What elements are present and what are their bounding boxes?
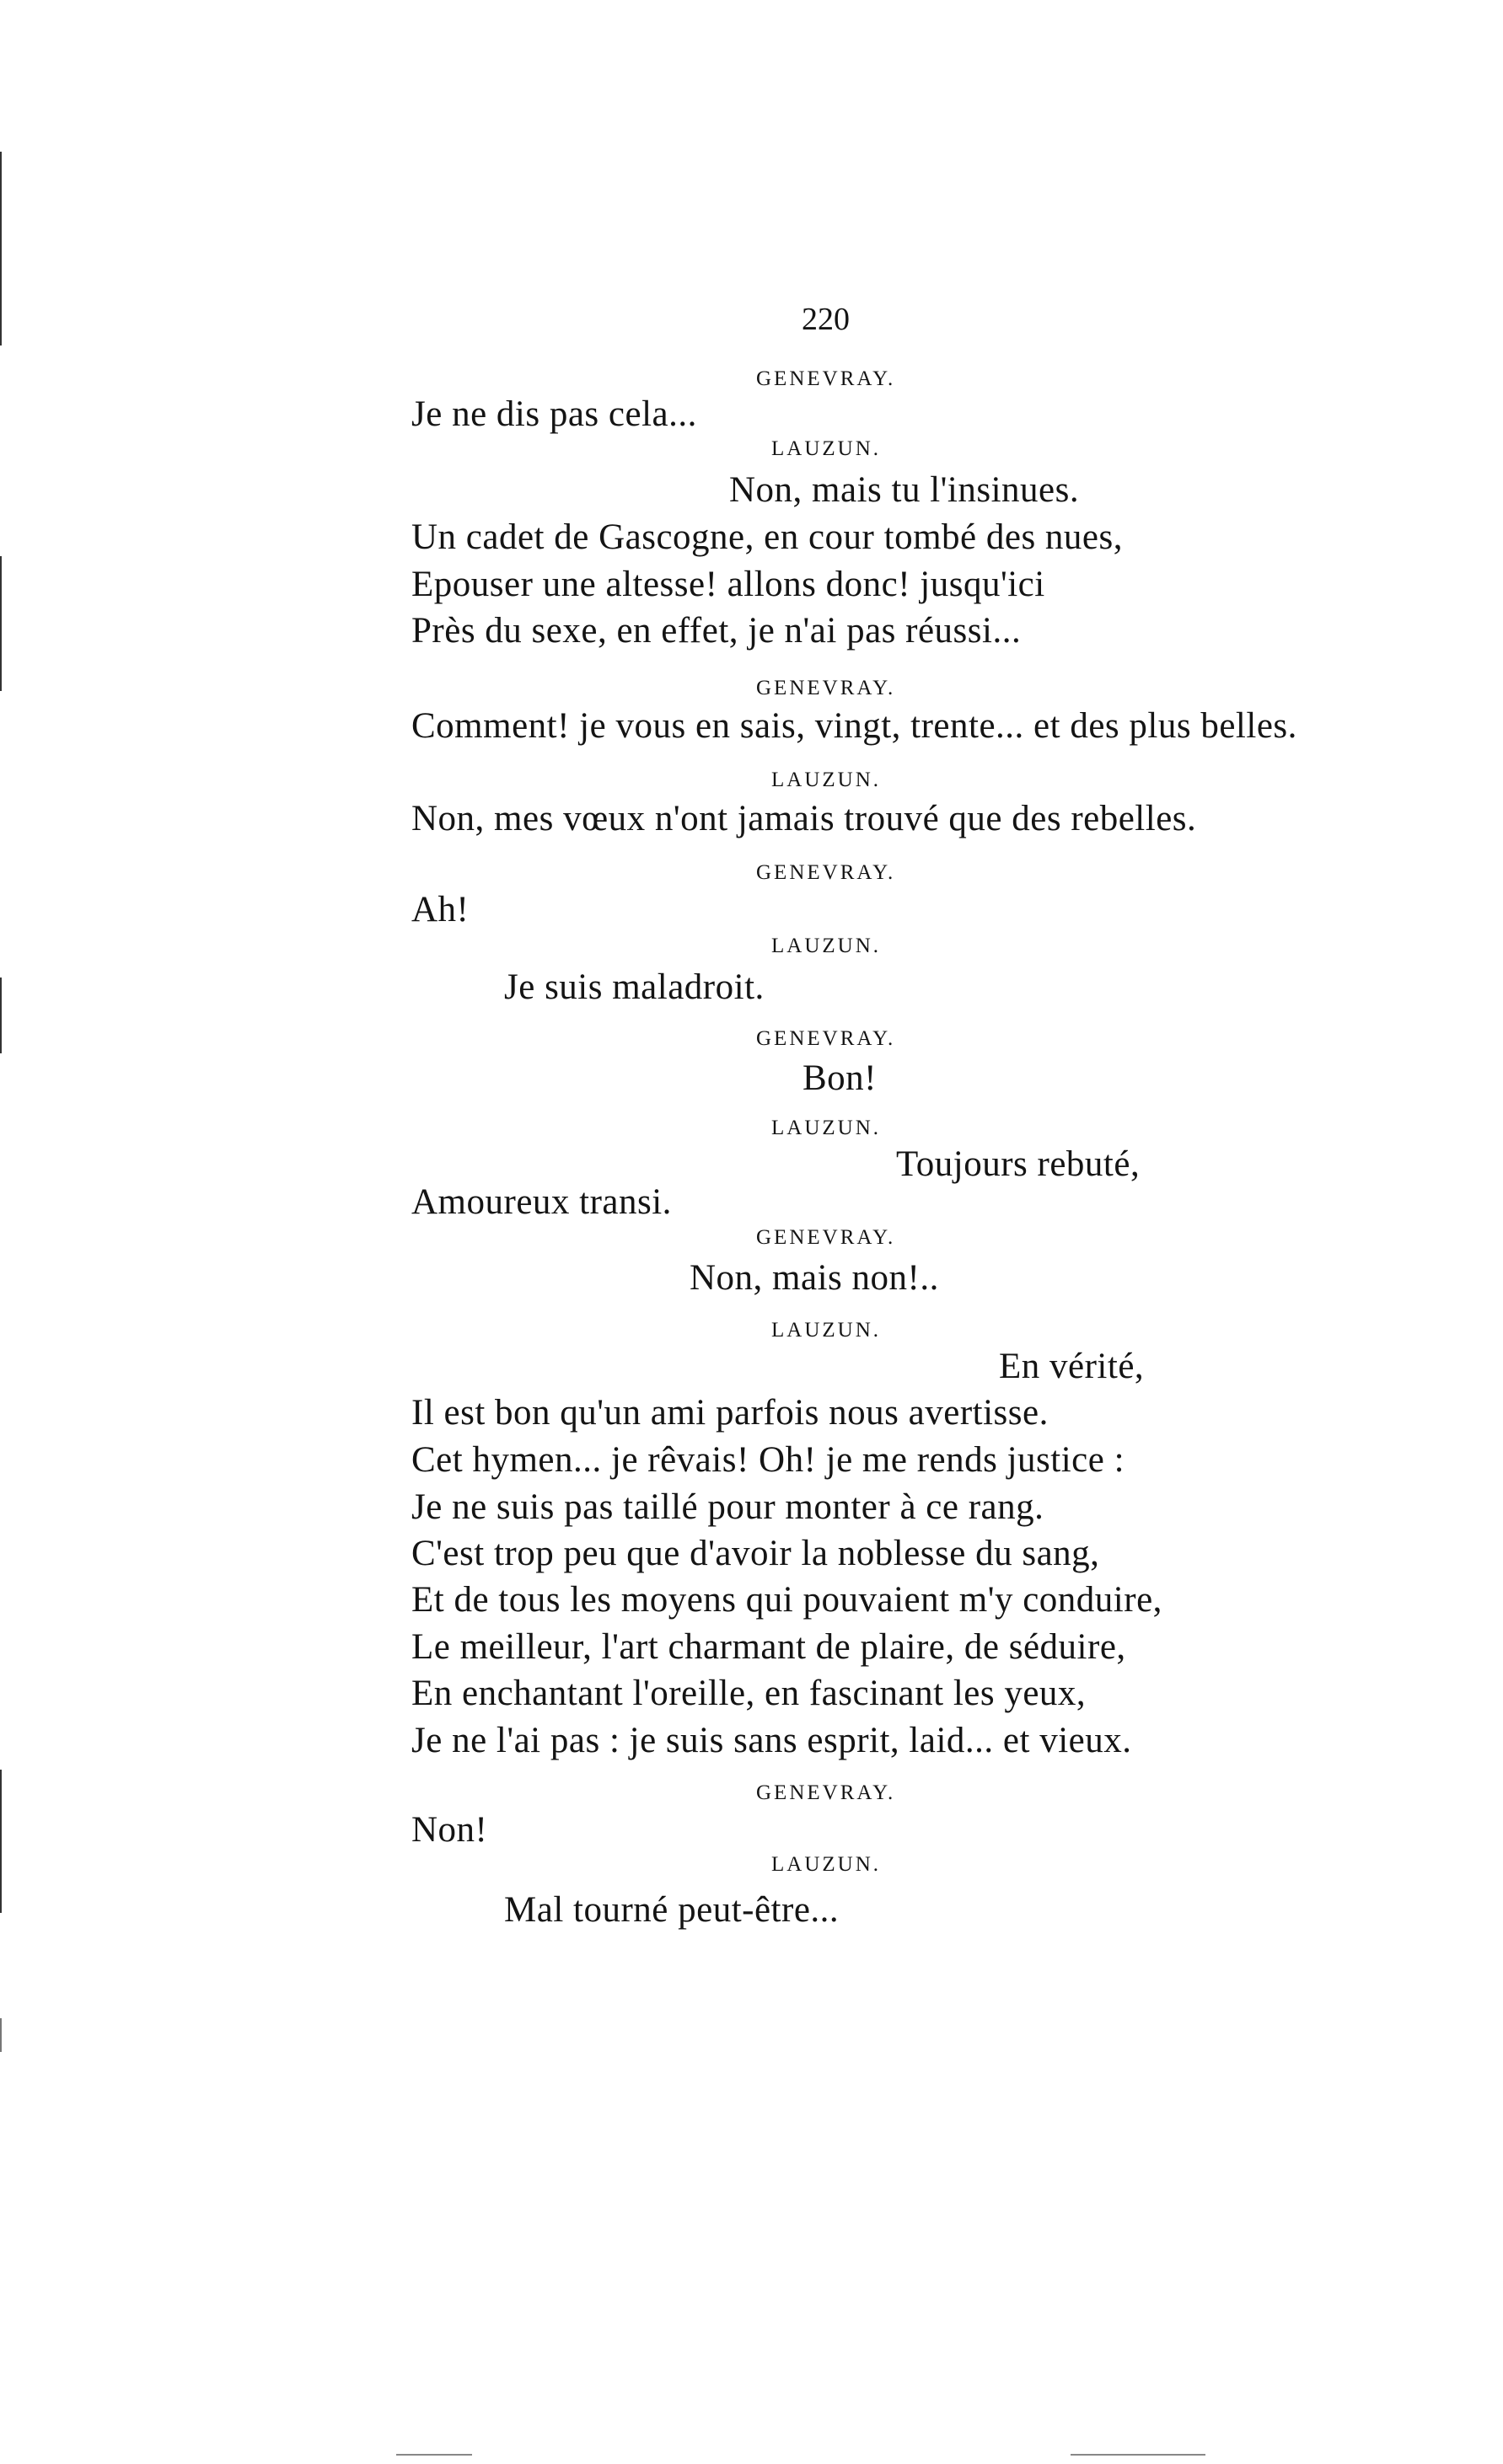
verse-line: Cet hymen... je rêvais! Oh! je me rends justice : bbox=[411, 1440, 1125, 1480]
verse-line: C'est trop peu que d'avoir la noblesse du sang, bbox=[411, 1534, 1100, 1573]
speaker-genevray: GENEVRAY. bbox=[756, 1226, 896, 1249]
scan-edge-mark bbox=[0, 152, 2, 345]
verse-line: Non, mes vœux n'ont jamais trouvé que des rebelles. bbox=[411, 799, 1197, 838]
verse-line: Je ne dis pas cela... bbox=[411, 394, 697, 434]
speaker-lauzun: LAUZUN. bbox=[771, 769, 882, 791]
verse-line: En vérité, bbox=[999, 1347, 1145, 1386]
verse-line: Près du sexe, en effet, je n'ai pas réussi... bbox=[411, 611, 1022, 651]
speaker-genevray: GENEVRAY. bbox=[756, 677, 896, 699]
scan-edge-mark bbox=[0, 978, 2, 1053]
verse-line: Comment! je vous en sais, vingt, trente... et des plus belles. bbox=[411, 706, 1297, 746]
page-number: 220 bbox=[802, 302, 850, 337]
speaker-genevray: GENEVRAY. bbox=[756, 861, 896, 884]
verse-line: Epouser une altesse! allons donc! jusqu'ici bbox=[411, 565, 1045, 604]
scan-edge-mark bbox=[0, 2018, 2, 2052]
scan-bottom-mark bbox=[1071, 2454, 1205, 2456]
scan-edge-mark bbox=[0, 1770, 2, 1913]
verse-line: Non, mais non!.. bbox=[690, 1258, 939, 1298]
verse-line: Bon! bbox=[802, 1058, 877, 1098]
scan-bottom-mark bbox=[396, 2454, 472, 2456]
verse-line: Le meilleur, l'art charmant de plaire, de séduire, bbox=[411, 1627, 1126, 1667]
verse-line: Je suis maladroit. bbox=[504, 967, 765, 1007]
verse-line: Ah! bbox=[411, 890, 470, 929]
verse-line: Je ne suis pas taillé pour monter à ce rang. bbox=[411, 1487, 1044, 1527]
speaker-lauzun: LAUZUN. bbox=[771, 935, 882, 957]
verse-line: Et de tous les moyens qui pouvaient m'y conduire, bbox=[411, 1580, 1162, 1620]
verse-line: Je ne l'ai pas : je suis sans esprit, laid... et vieux. bbox=[411, 1721, 1132, 1760]
speaker-genevray: GENEVRAY. bbox=[756, 1781, 896, 1804]
speaker-lauzun: LAUZUN. bbox=[771, 1853, 882, 1876]
verse-line: Il est bon qu'un ami parfois nous avertisse. bbox=[411, 1393, 1049, 1433]
verse-line: En enchantant l'oreille, en fascinant les yeux, bbox=[411, 1674, 1087, 1713]
speaker-lauzun: LAUZUN. bbox=[771, 437, 882, 460]
speaker-lauzun: LAUZUN. bbox=[771, 1319, 882, 1342]
verse-line: Amoureux transi. bbox=[411, 1182, 672, 1222]
speaker-lauzun: LAUZUN. bbox=[771, 1117, 882, 1139]
verse-line: Un cadet de Gascogne, en cour tombé des nues, bbox=[411, 517, 1123, 557]
speaker-genevray: GENEVRAY. bbox=[756, 1027, 896, 1050]
verse-line: Toujours rebuté, bbox=[896, 1144, 1141, 1184]
verse-line: Mal tourné peut-être... bbox=[504, 1890, 840, 1930]
verse-line: Non! bbox=[411, 1810, 488, 1850]
scan-edge-mark bbox=[0, 556, 2, 691]
speaker-genevray: GENEVRAY. bbox=[756, 367, 896, 390]
verse-line: Non, mais tu l'insinues. bbox=[729, 470, 1080, 510]
